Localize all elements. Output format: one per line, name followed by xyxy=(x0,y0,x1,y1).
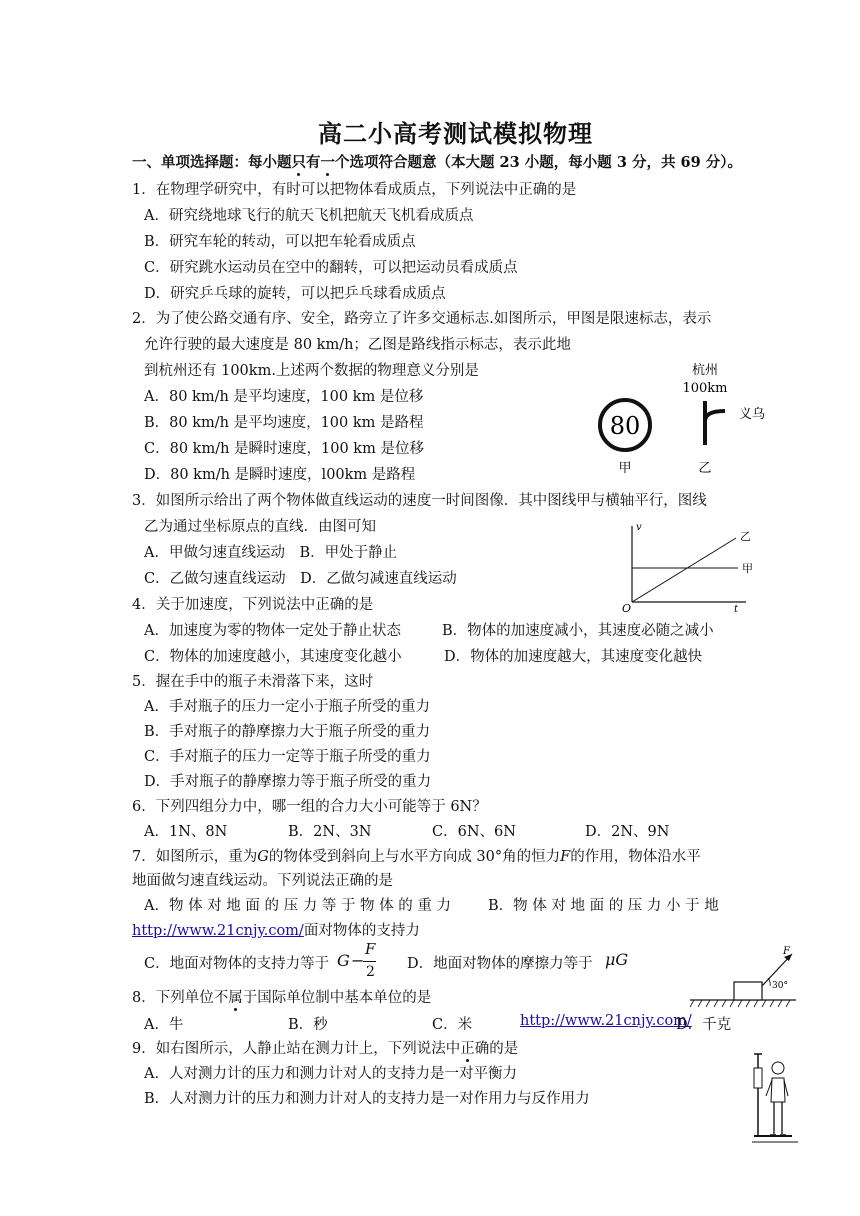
block xyxy=(734,982,762,1000)
q1-option-d: D．研究乒乓球的旋转，可以把乒乓球看成质点 xyxy=(144,286,446,302)
watermark-link[interactable]: http://www.21cnjy.com/ xyxy=(132,923,304,939)
q8-option-b: B．秒 xyxy=(288,1017,328,1033)
q4-option-c: C．物体的加速度越小，其速度变化越小 xyxy=(144,649,402,665)
q2-option-b: B．80 km/h 是平均速度，100 km 是路程 xyxy=(144,415,424,431)
q7-option-b: B．物 体 对 地 面 的 压 力 小 于 地 xyxy=(488,898,719,914)
q9-stem-post: 确的是 xyxy=(474,1041,519,1057)
section-heading-pre: 一、单项选择题：每小题 xyxy=(132,154,292,171)
q7-symbol-g: G xyxy=(257,849,269,865)
q7-option-b-tail: 面对物体的支持力 xyxy=(303,923,420,939)
q5-option-a: A．手对瓶子的压力一定小于瓶子所受的重力 xyxy=(144,699,430,715)
block-force-figure xyxy=(688,944,800,1014)
q7-stem-part-3: 的作用，物体沿水平 xyxy=(570,849,701,865)
figure-label-yi: 乙 xyxy=(698,461,712,476)
line-yi xyxy=(632,538,736,602)
q7-stem-part-1: 7．如图所示，重为 xyxy=(132,849,258,865)
time-axis-label: t xyxy=(734,604,739,614)
q2-stem-line-3: 到杭州还有 100km.上述两个数据的物理意义分别是 xyxy=(144,363,479,379)
q1-option-c: C．研究跳水运动员在空中的翻转，可以把运动员看成质点 xyxy=(144,260,518,276)
q8-stem-post: 于国际单位制中基本单位的是 xyxy=(242,990,432,1006)
q8-option-c: C．米 xyxy=(432,1017,473,1033)
person-on-scale-figure xyxy=(748,1050,806,1150)
q7-stem-line-2: 地面做匀速直线运动。下列说法正确的是 xyxy=(132,873,393,889)
line-jia-label: 甲 xyxy=(742,562,753,575)
person-legs xyxy=(774,1102,782,1134)
q7-option-c-g: G xyxy=(337,951,350,970)
q2-option-c: C．80 km/h 是瞬时速度，100 km 是位移 xyxy=(144,441,424,457)
sign-city-hangzhou: 杭州 xyxy=(691,363,719,378)
q7-option-a: A．物 体 对 地 面 的 压 力 等 于 物 体 的 重 力 xyxy=(144,898,451,914)
person-body xyxy=(771,1078,785,1102)
q7-fraction-bar xyxy=(363,961,376,962)
q7-option-c-minus: − xyxy=(351,951,365,970)
q5-option-d: D．手对瓶子的静摩擦力等于瓶子所受的重力 xyxy=(144,774,432,790)
page-title: 高二小高考测试模拟物理 xyxy=(318,119,593,148)
q1-option-a: A．研究绕地球飞行的航天飞机把航天飞机看成质点 xyxy=(144,208,474,224)
section-heading-dot-2: 一 xyxy=(320,154,335,171)
q1-option-b: B．研究车轮的转动，可以把车轮看成质点 xyxy=(144,234,416,250)
ground-hatching xyxy=(690,1000,790,1007)
q7-option-c-prefix: C．地面对物体的支持力等于 xyxy=(144,956,330,972)
q4-stem: 4．关于加速度，下列说法中正确的是 xyxy=(132,597,374,613)
q8-stem xyxy=(132,986,431,1007)
q2-option-d: D．80 km/h 是瞬时速度，l00km 是路程 xyxy=(144,467,416,483)
route-sign-arrow xyxy=(705,401,725,445)
section-heading-mid: 有 xyxy=(306,154,321,171)
q6-option-b: B．2N、3N xyxy=(288,824,372,840)
q7-option-d-prefix: D．地面对物体的摩擦力等于 xyxy=(407,956,593,972)
section-heading xyxy=(132,151,742,172)
angle-label: 30° xyxy=(772,981,788,991)
q7-fraction-denominator: 2 xyxy=(366,964,375,980)
q4-option-a: A．加速度为零的物体一定处于静止状态 xyxy=(144,623,401,639)
q6-option-c: C．6N、6N xyxy=(432,824,516,840)
q3-stem-line-2: 乙为通过坐标原点的直线．由图可知 xyxy=(144,519,376,535)
q6-option-d: D．2N、9N xyxy=(585,824,670,840)
q2-stem-line-2: 允许行驶的最大速度是 80 km/h；乙图是路线指示标志，表示此地 xyxy=(144,337,571,353)
q8-watermark-link[interactable]: http://www.21cnjy.com/ xyxy=(520,1013,692,1029)
q1-stem: 1．在物理学研究中，有时可以把物体看成质点，下列说法中正确的是 xyxy=(132,182,577,198)
q9-stem-dot: 正 xyxy=(460,1041,475,1057)
q2-stem-line-1: 2．为了使公路交通有序、安全，路旁立了许多交通标志.如图所示，甲图是限速标志，表示 xyxy=(132,311,712,327)
q6-option-a: A．1N、8N xyxy=(144,824,228,840)
q5-option-b: B．手对瓶子的静摩擦力大于瓶子所受的重力 xyxy=(144,724,431,740)
section-heading-dot-1: 只 xyxy=(291,154,306,171)
speed-limit-value: 80 xyxy=(609,412,641,440)
q3-options-ab: A．甲做匀速直线运动 B．甲处于静止 xyxy=(144,545,398,561)
q9-option-a: A．人对测力计的压力和测力计对人的支持力是一对平衡力 xyxy=(144,1066,517,1082)
q4-option-d: D．物体的加速度越大，其速度变化越快 xyxy=(444,649,703,665)
q8-option-a: A．牛 xyxy=(144,1017,184,1033)
sign-distance: 100km xyxy=(682,381,728,396)
q7-option-b-continued xyxy=(132,919,420,940)
section-heading-post: 个选项符合题意（本大题 23 小题，每小题 3 分，共 69 分）。 xyxy=(335,154,742,171)
sign-city-yiwu: 义乌 xyxy=(739,407,766,422)
q5-stem: 5．握在手中的瓶子未滑落下来，这时 xyxy=(132,674,374,690)
q7-option-d-mu-g: μG xyxy=(605,950,629,969)
force-label: F xyxy=(783,946,790,957)
q7-stem-part-2: 的物体受到斜向上与水平方向成 30°角的恒力 xyxy=(268,849,561,865)
q8-stem-pre: 8．下列单位不 xyxy=(132,990,229,1006)
velocity-axis-label: v xyxy=(636,522,642,533)
q3-stem-line-1: 3．如图所示给出了两个物体做直线运动的速度一时间图像．其中图线甲与横轴平行，图线 xyxy=(132,493,707,509)
q2-option-a: A．80 km/h 是平均速度，100 km 是位移 xyxy=(144,389,424,405)
q6-stem: 6．下列四组分力中，哪一组的合力大小可能等于 6N？ xyxy=(132,799,487,815)
q9-stem xyxy=(132,1037,518,1058)
q5-option-c: C．手对瓶子的压力一定等于瓶子所受的重力 xyxy=(144,749,431,765)
origin-label: O xyxy=(622,602,632,614)
person-head xyxy=(772,1062,784,1074)
scale-dial xyxy=(754,1068,762,1088)
figure-label-jia: 甲 xyxy=(618,461,632,476)
q7-stem-line-1 xyxy=(132,845,701,866)
q8-stem-dot: 属 xyxy=(228,990,243,1006)
q9-stem-pre: 9．如右图所示，人静止站在测力计上，下列说法中 xyxy=(132,1041,461,1057)
q7-fraction-numerator: F xyxy=(365,940,376,958)
q4-option-b: B．物体的加速度减小，其速度必随之减小 xyxy=(442,623,714,639)
traffic-signs-figure xyxy=(585,355,785,480)
q9-option-b: B．人对测力计的压力和测力计对人的支持力是一对作用力与反作用力 xyxy=(144,1091,590,1107)
velocity-time-graph xyxy=(618,518,768,614)
q7-symbol-f: F xyxy=(560,849,571,865)
q3-options-cd: C．乙做匀速直线运动 D．乙做匀减速直线运动 xyxy=(144,571,457,587)
q8-option-d: D．千克 xyxy=(676,1017,732,1033)
line-yi-label: 乙 xyxy=(740,530,751,543)
